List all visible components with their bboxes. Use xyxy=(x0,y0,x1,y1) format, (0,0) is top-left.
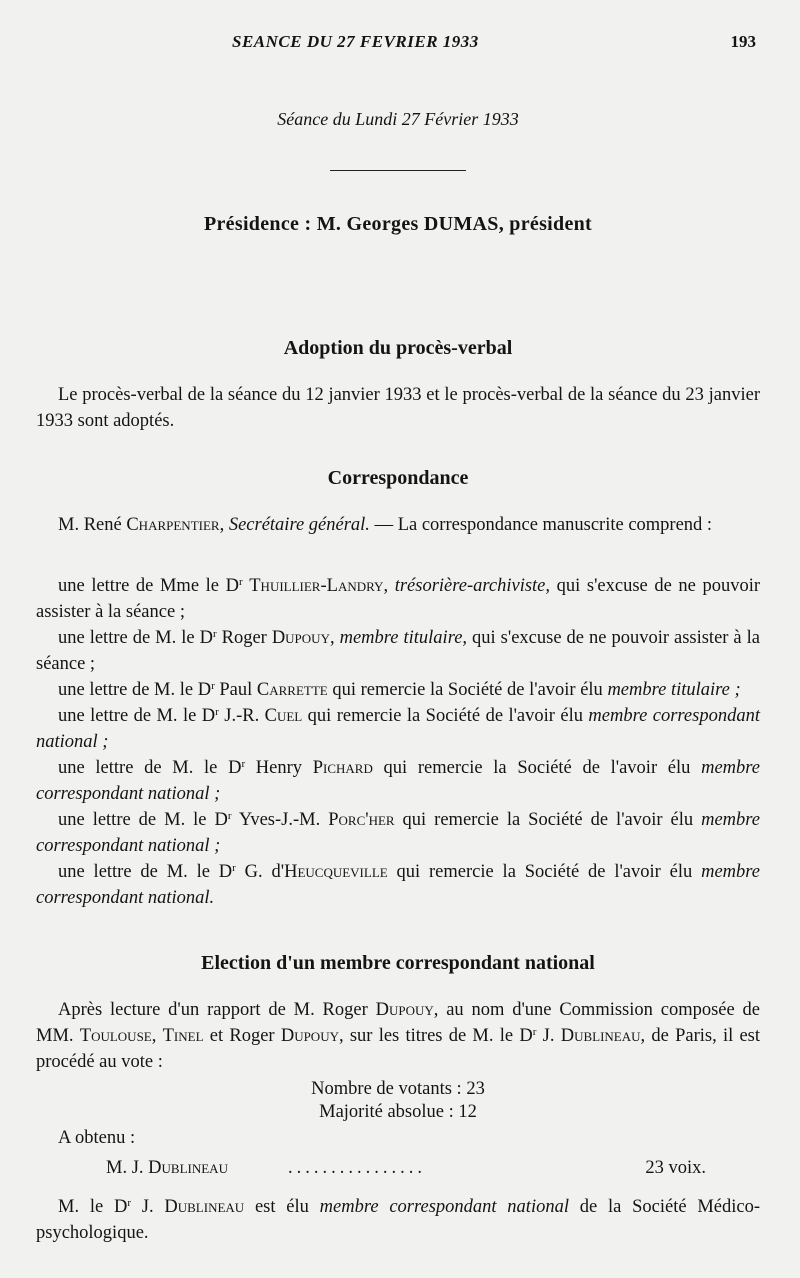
person-name: Cuel xyxy=(264,706,303,726)
result-votes: 23 voix. xyxy=(645,1158,706,1178)
letter-item: une lettre de Mme le $D^r$ Thuillier-Landry, trésorière-archiviste, qui s'excuse de ne pouvoir assister à la séance ; xyxy=(36,576,761,622)
person-name: Carrette xyxy=(256,680,328,700)
election-heading: Election d'un membre correspondant national xyxy=(201,952,595,974)
person-name: Charpentier xyxy=(126,515,220,535)
obtenu-label: A obtenu : xyxy=(58,1128,136,1148)
page-number: 193 xyxy=(730,32,756,51)
running-title: SEANCE DU 27 FEVRIER 1933 xyxy=(232,32,479,51)
adoption-paragraph: Le procès-verbal de la séance du 12 janvier 1933 et le procès-verbal de la séance du 23 janvier 1933 sont adoptés. xyxy=(36,385,760,431)
letter-item: une lettre de M. le $D^r$ Yves-J.-M. Porc'her qui remercie la Société de l'avoir élu membre correspondant national ; xyxy=(36,810,761,856)
letter-item: une lettre de M. le $D^r$ Henry Pichard qui remercie la Société de l'avoir élu membre correspondant national ; xyxy=(36,758,761,804)
absolute-majority: Majorité absolue : 12 xyxy=(319,1102,477,1122)
final-paragraph: M. le $D^r$ J. Dublineau est élu membre correspondant national de la Société Médico-psychologique. xyxy=(36,1197,760,1243)
person-name: Dupouy xyxy=(271,628,330,648)
leader-dots: ................ xyxy=(288,1158,426,1178)
person-name: Thuillier-Landry xyxy=(249,576,384,596)
letters-list xyxy=(36,573,760,911)
result-name: Dublineau xyxy=(148,1158,228,1178)
person-name: Porc'her xyxy=(328,810,395,830)
correspondance-heading: Correspondance xyxy=(327,467,469,489)
presidence-heading: Présidence : M. Georges DUMAS, président xyxy=(203,213,593,235)
letter-item: une lettre de M. le $D^r$ J.-R. Cuel qui remercie la Société de l'avoir élu membre correspondant national ; xyxy=(36,706,760,752)
vote-count: Nombre de votants : 23 xyxy=(311,1079,485,1099)
divider-rule xyxy=(330,170,466,171)
session-title: Séance du Lundi 27 Février 1933 xyxy=(277,109,519,129)
person-name: Pichard xyxy=(312,758,373,778)
letter-item: une lettre de M. le $D^r$ G. d'Heucqueville qui remercie la Société de l'avoir élu membre correspondant national. xyxy=(36,862,760,908)
adoption-heading: Adoption du procès-verbal xyxy=(283,337,513,359)
vote-result-row: M. J. Dublineau ................ 23 voix. xyxy=(106,1158,706,1178)
letter-item: une lettre de M. le $D^r$ Roger Dupouy, membre titulaire, qui s'excuse de ne pouvoir assister à la séance ; xyxy=(36,628,760,674)
correspondance-intro: M. René Charpentier, Secrétaire général. — La correspondance manuscrite comprend : xyxy=(58,515,713,535)
election-paragraph: Après lecture d'un rapport de M. Roger Dupouy, au nom d'une Commission composée de MM. Toulouse, Tinel et Roger Dupouy, sur les titres de M. le $D^r$ J. Dublineau, de Paris, il est procédé au vote : xyxy=(36,1000,761,1072)
person-name: Heucqueville xyxy=(284,862,388,882)
letter-item: une lettre de M. le $D^r$ Paul Carrette qui remercie la Société de l'avoir élu membre titulaire ; xyxy=(58,680,741,700)
